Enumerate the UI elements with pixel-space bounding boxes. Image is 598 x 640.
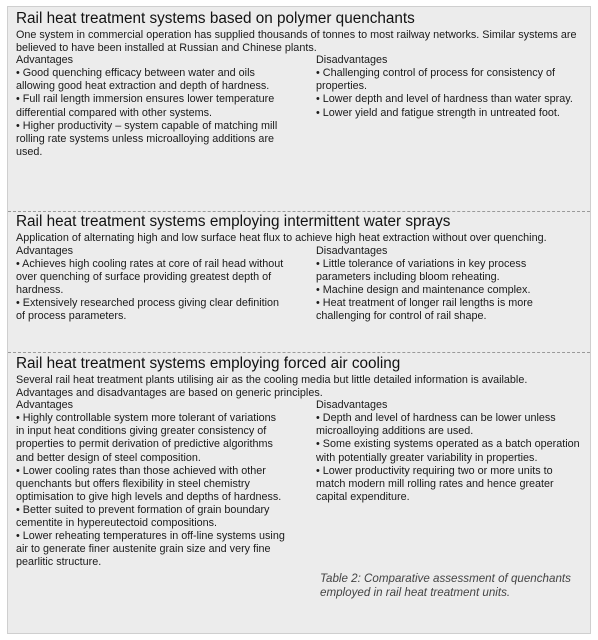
advantage-item: • Higher productivity – system capable of matching mill rolling rate systems unless microalloying additions are used. (16, 119, 278, 158)
disadvantages-column (316, 399, 581, 504)
disadvantages-column (316, 245, 581, 324)
disadvantage-item: • Lower yield and fatigue strength in untreated foot. (316, 106, 560, 119)
table-caption: Table 2: Comparative assessment of quenchants employed in rail heat treatment units. (320, 572, 571, 599)
section-divider (8, 352, 590, 353)
advantages-column (16, 399, 286, 569)
disadvantages-heading: Disadvantages (316, 244, 388, 257)
disadvantage-item: • Challenging control of process for consistency of properties. (316, 67, 556, 93)
advantage-item: • Lower cooling rates than those achieved with other quenchants but offers flexibility in steel chemistry optimisation to give high levels and depths of hardness. (16, 464, 282, 503)
disadvantage-item: • Lower productivity requiring two or more units to match modern mill rolling rates and hence greater capital expenditure. (316, 464, 554, 503)
advantage-item: • Good quenching efficacy between water and oils allowing good heat extraction and depth of hardness. (16, 67, 270, 93)
advantage-item: • Full rail length immersion ensures lower temperature differential compared with other systems. (16, 93, 275, 119)
advantages-heading: Advantages (16, 399, 74, 412)
advantages-heading: Advantages (16, 54, 74, 67)
advantage-item: • Better suited to prevent formation of grain boundary cementite in hypereutectoid compositions. (16, 503, 270, 530)
disadvantages-heading: Disadvantages (316, 399, 388, 412)
section-intro: One system in commercial operation has supplied thousands of tonnes to most railway networks. Similar systems are believed to have been installed at Russian and Chinese plants. (16, 29, 577, 54)
advantage-item: • Achieves high cooling rates at core of rail head without over quenching of surface providing greatest depth of hardness. (16, 257, 284, 296)
disadvantage-item: • Lower depth and level of hardness than water spray. (316, 93, 573, 106)
section-intro: Application of alternating high and low surface heat flux to achieve high heat extraction without over quenching. (16, 232, 547, 244)
advantages-heading: Advantages (16, 244, 74, 257)
disadvantage-item: • Machine design and maintenance complex. (316, 283, 531, 296)
section-forced-air-cooling (8, 354, 590, 633)
disadvantages-column (316, 54, 581, 119)
table-panel (7, 6, 591, 634)
advantage-item: • Highly controllable system more tolerant of variations in input heat conditions giving greater consistency of properties to permit derivation of predictive algorithms and better design of steel composition. (16, 412, 277, 464)
section-title: Rail heat treatment systems based on polymer quenchants (16, 10, 415, 27)
advantages-column (16, 245, 286, 324)
advantages-column (16, 54, 286, 159)
advantage-item: • Lower reheating temperatures in off-line systems using air to generate finer austenite grain size and very fine pearlitic structure. (16, 530, 285, 569)
advantage-item: • Extensively researched process giving clear definition of process parameters. (16, 296, 280, 323)
section-intro: Several rail heat treatment plants utilising air as the cooling media but little detailed information is available. Advantages and disadvantages are based on generic principles. (16, 374, 528, 399)
disadvantage-item: • Heat treatment of longer rail lengths is more challenging for control of rail shape. (316, 296, 533, 323)
disadvantage-item: • Little tolerance of variations in key process parameters including bloom reheating. (316, 257, 527, 283)
disadvantages-heading: Disadvantages (316, 54, 388, 67)
disadvantage-item: • Some existing systems operated as a batch operation with potentially greater variability in properties. (316, 438, 580, 464)
section-intermittent-water-sprays (8, 212, 590, 352)
section-title: Rail heat treatment systems employing forced air cooling (16, 355, 401, 372)
section-polymer-quenchants (8, 9, 590, 212)
disadvantage-item: • Depth and level of hardness can be lower unless microalloying additions are used. (316, 412, 556, 438)
section-title: Rail heat treatment systems employing intermittent water sprays (16, 213, 451, 230)
